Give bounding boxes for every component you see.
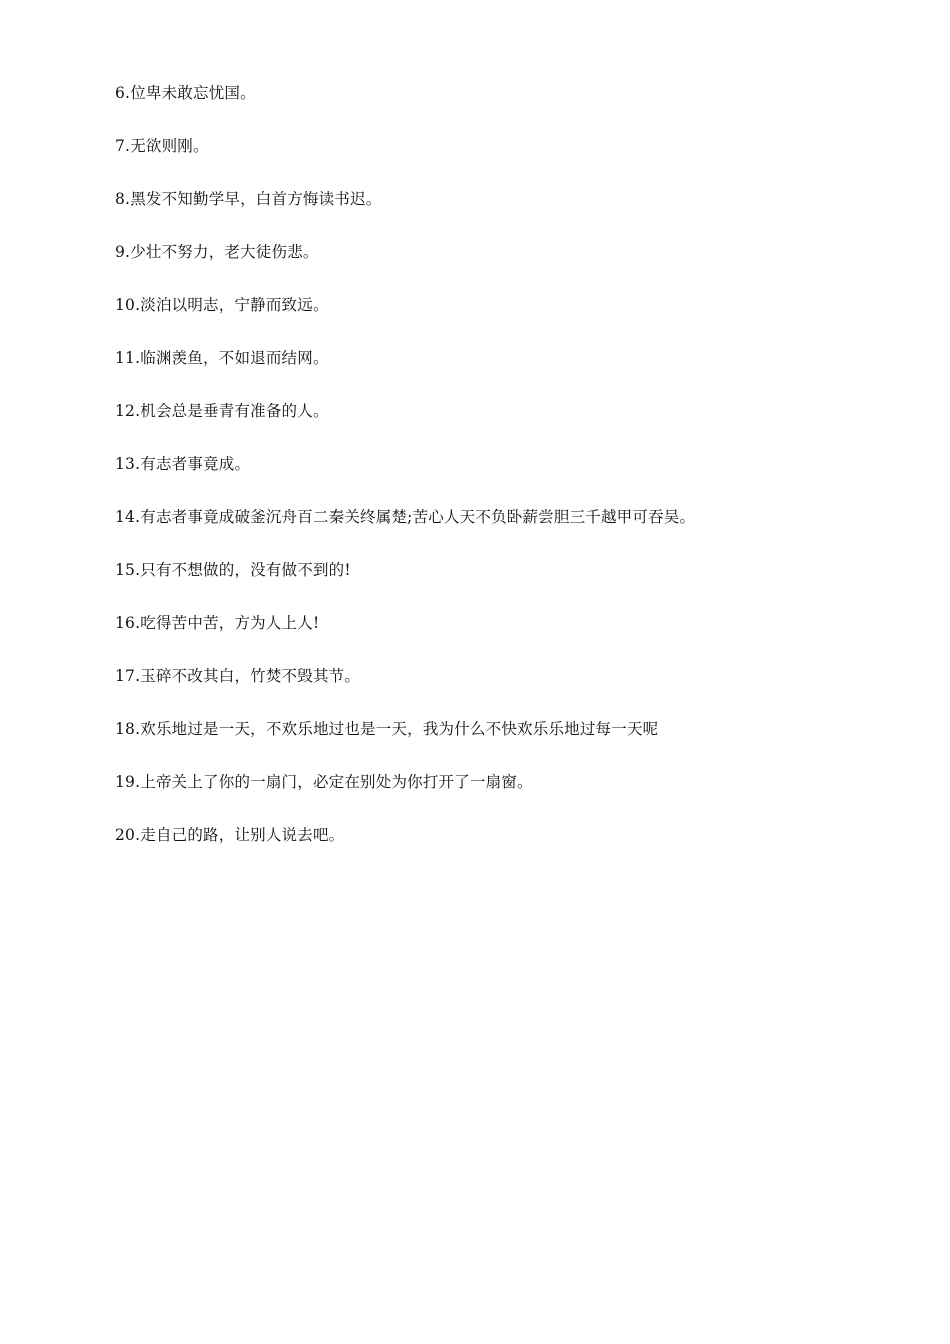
quote-item-13: 13.有志者事竟成。 <box>115 455 251 473</box>
quote-item-18: 18.欢乐地过是一天，不欢乐地过也是一天，我为什么不快欢乐乐地过每一天呢 <box>115 720 659 738</box>
quote-item-10: 10.淡泊以明志，宁静而致远。 <box>115 296 329 314</box>
quote-item-14: 14.有志者事竟成破釜沉舟百二秦关终属楚;苦心人天不负卧薪尝胆三千越甲可吞吴。 <box>115 508 696 526</box>
quote-item-20: 20.走自己的路，让别人说去吧。 <box>115 826 345 844</box>
quote-list <box>115 80 915 875</box>
quote-item-8: 8.黑发不知勤学早，白首方悔读书迟。 <box>115 190 382 208</box>
quote-item-17: 17.玉碎不改其白，竹焚不毁其节。 <box>115 667 361 685</box>
quote-item-11: 11.临渊羡鱼，不如退而结网。 <box>115 349 329 367</box>
quote-item-15: 15.只有不想做的，没有做不到的! <box>115 561 351 579</box>
quote-item-19: 19.上帝关上了你的一扇门，必定在别处为你打开了一扇窗。 <box>115 773 533 791</box>
quote-item-6: 6.位卑未敢忘忧国。 <box>115 84 256 102</box>
quote-item-12: 12.机会总是垂青有准备的人。 <box>115 402 329 420</box>
quote-item-16: 16.吃得苦中苦，方为人上人! <box>115 614 320 632</box>
quote-item-7: 7.无欲则刚。 <box>115 137 209 155</box>
quote-item-9: 9.少壮不努力，老大徒伤悲。 <box>115 243 319 261</box>
